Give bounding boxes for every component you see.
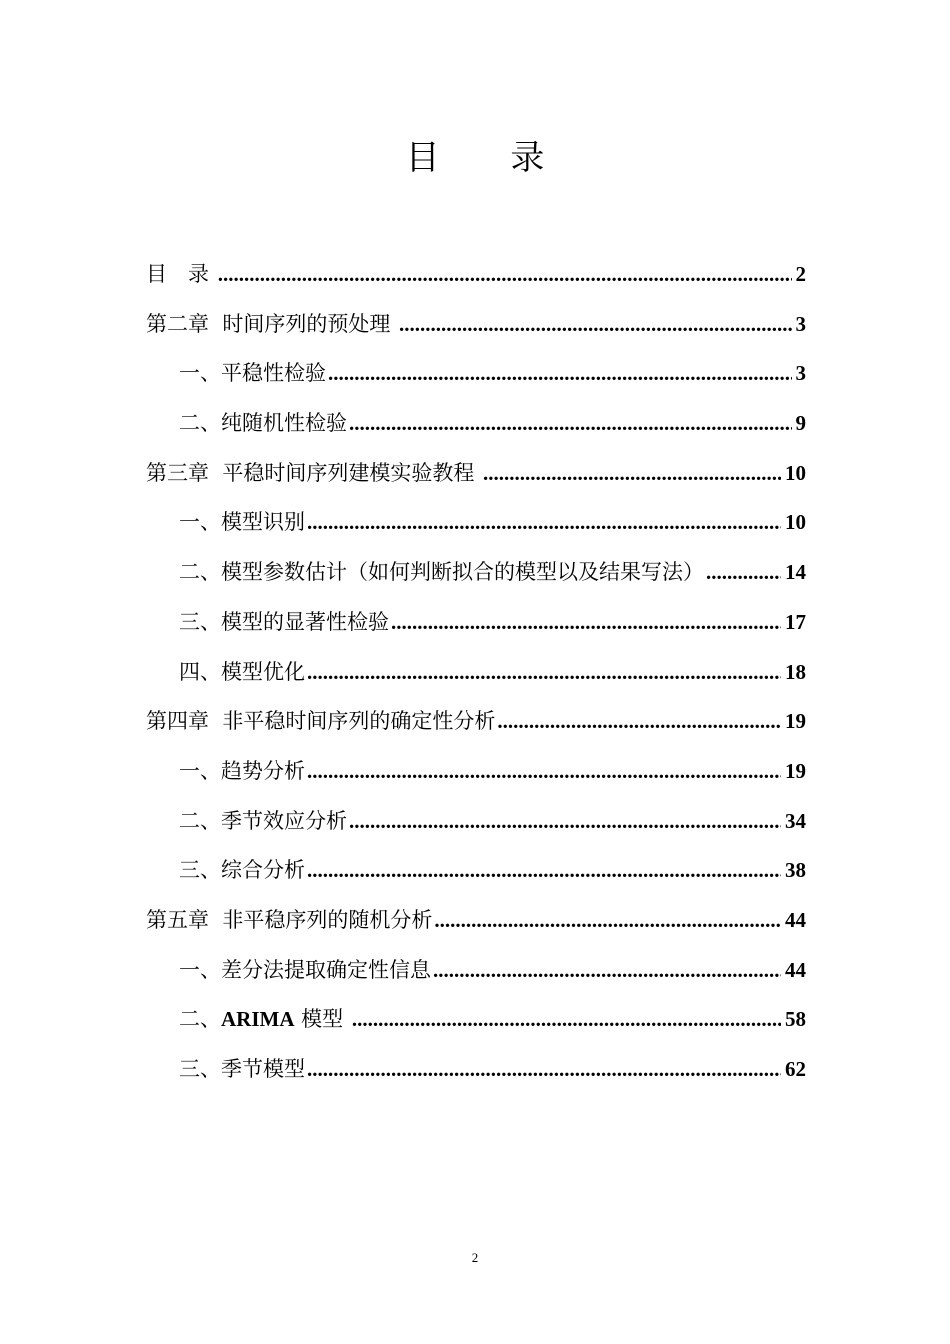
page-title: 目 录 [405,138,575,178]
toc-entry-label: 二、ARIMA 模型 [179,1007,350,1032]
toc-dot-leader [349,402,792,444]
toc-section-entry[interactable] [146,998,806,1048]
toc-dot-leader [349,800,781,842]
toc-entry-label: 第五章 非平稳序列的随机分析 [146,907,433,932]
toc-entry-label: 三、综合分析 [179,858,305,883]
toc-entry-page-number: 19 [785,758,806,783]
toc-chapter-entry[interactable] [146,303,806,353]
toc-section-entry[interactable] [146,849,806,899]
toc-dot-leader [218,253,792,295]
toc-entry-label: 三、季节模型 [179,1057,305,1081]
toc-dot-leader [307,651,781,693]
toc-entry-label: 一、趋势分析 [179,758,305,783]
toc-dot-leader [307,501,781,543]
toc-dot-leader [706,551,781,593]
toc-dot-leader [433,949,781,991]
toc-entry-label: 二、季节效应分析 [179,808,347,833]
toc-entry-label: 一、平稳性检验 [179,361,326,386]
toc-entry-label: 一、差分法提取确定性信息 [179,957,431,982]
toc-section-entry[interactable] [146,750,806,800]
toc-entry-page-number: 58 [785,1007,806,1032]
toc-entry-label: 一、模型识别 [179,510,305,535]
toc-chapter-entry[interactable] [146,899,806,949]
toc-dot-leader [307,1048,781,1090]
toc-entry-label: 第四章 非平稳时间序列的确定性分析 [146,709,496,734]
toc-entry-page-number: 19 [785,709,806,734]
toc-dot-leader [352,998,781,1040]
toc-dot-leader [483,452,781,494]
toc-dot-leader [399,303,791,345]
toc-entry-label: 目 录 [146,262,216,286]
toc-entry-label: 第三章 平稳时间序列建模实验教程 [146,460,482,485]
toc-entry-page-number: 34 [785,808,806,833]
toc-dot-leader [307,750,781,792]
toc-entry-page-number: 10 [785,510,806,535]
page-number: 2 [471,1250,479,1265]
toc-chapter-entry[interactable] [146,253,806,303]
toc-entry-page-number: 17 [785,609,806,634]
toc-dot-leader [434,899,781,941]
toc-section-entry[interactable] [146,651,806,701]
toc-entry-page-number: 44 [785,907,806,932]
toc-chapter-entry[interactable] [146,700,806,750]
toc-section-entry[interactable] [146,551,806,601]
toc-entry-page-number: 3 [795,311,806,336]
toc-entry-page-number: 3 [795,361,806,386]
toc-entry-label: 第二章 时间序列的预处理 [146,311,398,336]
toc-dot-leader [328,352,792,394]
table-of-contents [146,253,806,1098]
toc-entry-page-number: 2 [795,262,806,286]
toc-entry-page-number: 14 [785,560,806,585]
toc-entry-page-number: 44 [785,957,806,982]
toc-section-entry[interactable] [146,601,806,651]
toc-section-entry[interactable] [146,352,806,402]
toc-entry-label: 二、模型参数估计（如何判断拟合的模型以及结果写法） [179,560,704,585]
toc-dot-leader [391,601,781,643]
toc-section-entry[interactable] [146,402,806,452]
toc-entry-page-number: 9 [795,411,806,436]
toc-entry-label: 四、模型优化 [179,659,305,684]
toc-section-entry[interactable] [146,1048,806,1098]
toc-entry-label: 三、模型的显著性检验 [179,609,389,634]
toc-dot-leader [307,849,781,891]
toc-dot-leader [497,700,781,742]
toc-section-entry[interactable] [146,501,806,551]
toc-entry-page-number: 62 [785,1057,806,1081]
toc-entry-page-number: 18 [785,659,806,684]
toc-section-entry[interactable] [146,949,806,999]
toc-entry-label: 二、纯随机性检验 [179,411,347,436]
toc-section-entry[interactable] [146,800,806,850]
toc-entry-page-number: 10 [785,460,806,485]
toc-chapter-entry[interactable] [146,452,806,502]
toc-entry-page-number: 38 [785,858,806,883]
